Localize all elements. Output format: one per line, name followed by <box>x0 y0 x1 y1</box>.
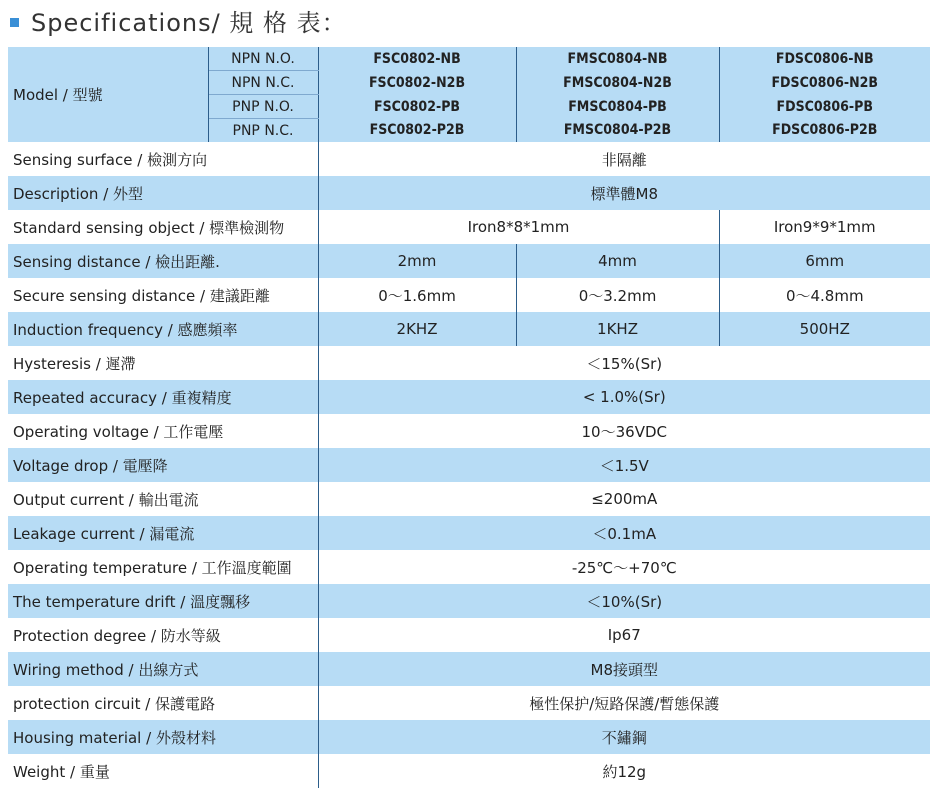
part-number: FMSC0804-NB <box>516 47 719 71</box>
spec-value: -25℃～+70℃ <box>571 558 677 577</box>
spec-row-wiring-method <box>8 652 930 686</box>
spec-value: 2mm <box>318 244 516 278</box>
spec-value: ＜10%(Sr) <box>318 584 930 618</box>
output-mode-pnp-nc: PNP N.C. <box>208 119 318 143</box>
part-number: FDSC0806-PB <box>719 95 930 119</box>
spec-label: Operating voltage / 工作電壓 <box>8 414 318 448</box>
part-number: FMSC0804-P2B <box>516 119 719 143</box>
spec-value: 非隔離 <box>601 150 647 169</box>
part-number: FDSC0806-P2B <box>719 119 930 143</box>
spec-heading <box>10 0 347 40</box>
spec-label: Leakage current / 漏電流 <box>8 516 318 550</box>
spec-value: Iron8*8*1mm <box>318 210 719 244</box>
spec-value: < 1.0%(Sr) <box>318 380 930 414</box>
spec-row-operating-voltage <box>8 414 930 448</box>
part-number: FDSC0806-N2B <box>719 71 930 95</box>
part-number: FSC0802-P2B <box>318 119 516 143</box>
spec-row-output-current <box>8 482 930 516</box>
spec-row-repeated-accuracy <box>8 380 930 414</box>
spec-row-secure-distance <box>8 278 930 312</box>
spec-label: Hysteresis / 遲滯 <box>8 346 318 380</box>
spec-value: Ip67 <box>607 626 641 644</box>
spec-label: Sensing surface / 檢測方向 <box>8 142 318 176</box>
spec-value: 1KHZ <box>516 312 719 346</box>
spec-label: Output current / 輸出電流 <box>8 482 318 516</box>
spec-value: 4mm <box>516 244 719 278</box>
spec-value: 0～4.8mm <box>785 286 864 305</box>
spec-row-protection-degree <box>8 618 930 652</box>
spec-value: ＜0.1mA <box>318 516 930 550</box>
spec-value: M8接頭型 <box>318 652 930 686</box>
spec-label: Voltage drop / 電壓降 <box>8 448 318 482</box>
spec-value: ＜1.5V <box>318 448 930 482</box>
part-number: FSC0802-PB <box>318 95 516 119</box>
specifications-table <box>8 47 930 788</box>
spec-value: 不鏽鋼 <box>318 720 930 754</box>
spec-row-hysteresis <box>8 346 930 380</box>
part-number: FMSC0804-PB <box>516 95 719 119</box>
spec-label: protection circuit / 保護電路 <box>8 686 318 720</box>
spec-label: Operating temperature / 工作溫度範圍 <box>8 550 318 584</box>
model-label: Model / 型號 <box>8 47 208 142</box>
spec-label: Secure sensing distance / 建議距離 <box>8 278 318 312</box>
spec-row-induction-frequency <box>8 312 930 346</box>
spec-label: Sensing distance / 檢出距離. <box>8 244 318 278</box>
spec-row-standard-object <box>8 210 930 244</box>
spec-row-housing-material <box>8 720 930 754</box>
spec-value: 標準體M8 <box>318 176 930 210</box>
part-number: FDSC0806-NB <box>719 47 930 71</box>
spec-row-leakage-current <box>8 516 930 550</box>
spec-row-temperature-drift <box>8 584 930 618</box>
spec-label: Protection degree / 防水等級 <box>8 618 318 652</box>
spec-row-operating-temperature <box>8 550 930 584</box>
part-number: FMSC0804-N2B <box>516 71 719 95</box>
spec-label: Wiring method / 出線方式 <box>8 652 318 686</box>
spec-value: 6mm <box>719 244 930 278</box>
spec-value: Iron9*9*1mm <box>773 218 876 236</box>
spec-value: 極性保护/短路保護/暫態保護 <box>529 694 720 713</box>
spec-row-weight <box>8 754 930 788</box>
heading-title: Specifications/ 規 格 表： <box>31 8 347 37</box>
spec-label: Induction frequency / 感應頻率 <box>8 312 318 346</box>
output-mode-npn-nc: NPN N.C. <box>208 71 318 95</box>
part-number: FSC0802-N2B <box>318 71 516 95</box>
model-row-1 <box>8 47 930 71</box>
output-mode-pnp-no: PNP N.O. <box>208 95 318 119</box>
spec-row-sensing-distance <box>8 244 930 278</box>
spec-row-voltage-drop <box>8 448 930 482</box>
bullet-square-icon <box>10 18 19 27</box>
spec-row-description <box>8 176 930 210</box>
spec-label: Housing material / 外殼材料 <box>8 720 318 754</box>
spec-value: 0～3.2mm <box>516 278 719 312</box>
spec-value: 2KHZ <box>318 312 516 346</box>
spec-label: Repeated accuracy / 重複精度 <box>8 380 318 414</box>
spec-row-protection-circuit <box>8 686 930 720</box>
spec-row-sensing-surface <box>8 142 930 176</box>
spec-value: ＜15%(Sr) <box>586 354 663 373</box>
spec-value: ≤200mA <box>591 490 658 508</box>
spec-label: Standard sensing object / 標準檢測物 <box>8 210 318 244</box>
spec-label: Weight / 重量 <box>8 754 318 788</box>
output-mode-npn-no: NPN N.O. <box>208 47 318 71</box>
spec-label: Description / 外型 <box>8 176 318 210</box>
spec-value: 10～36VDC <box>581 422 667 441</box>
part-number: FSC0802-NB <box>318 47 516 71</box>
spec-value: 500HZ <box>719 312 930 346</box>
spec-value: 約12g <box>602 762 647 781</box>
spec-label: The temperature drift / 溫度飄移 <box>8 584 318 618</box>
spec-value: 0～1.6mm <box>318 278 516 312</box>
